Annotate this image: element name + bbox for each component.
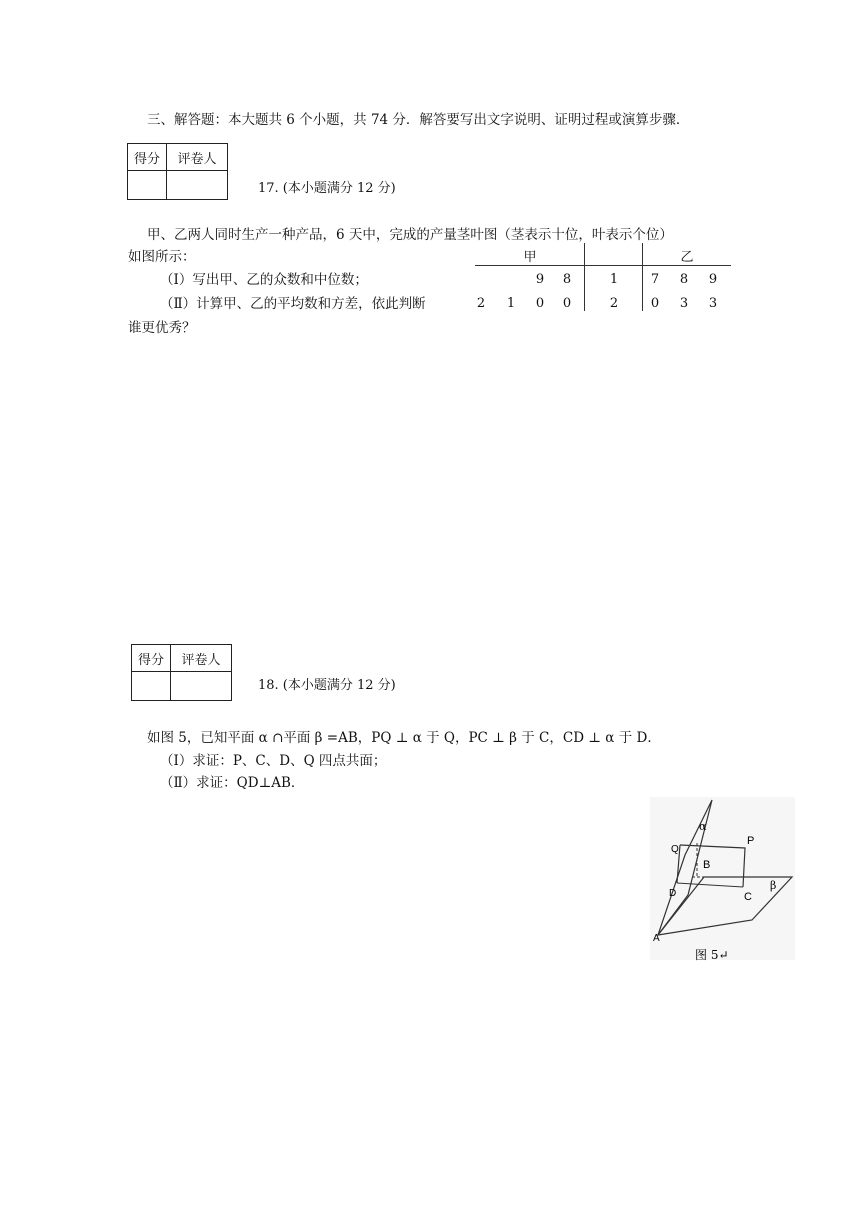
label-alpha: α [699, 820, 707, 833]
leaf-right: 8 [679, 272, 689, 287]
stem-leaf-right-header: 乙 [680, 250, 694, 265]
score-cell[interactable] [132, 672, 171, 701]
label-p: P [747, 835, 755, 847]
label-d: D [669, 888, 677, 899]
leaf-right: 9 [708, 272, 718, 287]
label-c: C [744, 891, 752, 903]
stem-leaf-divider-left [584, 265, 585, 311]
leaf-right: 7 [650, 272, 660, 287]
q17-part1: （Ⅰ）写出甲、乙的众数和中位数； [160, 272, 368, 288]
q17-part2-cont: 谁更优秀？ [128, 320, 196, 336]
score-header: 得分 [132, 645, 171, 672]
leaf-left: 0 [535, 296, 545, 311]
stem-leaf-divider-left-header [584, 243, 585, 265]
label-a: A [653, 933, 660, 944]
score-table [131, 644, 232, 701]
leaf-left: 8 [562, 272, 572, 287]
grader-cell[interactable] [171, 672, 232, 701]
label-beta: β [770, 879, 777, 892]
leaf-right: 3 [679, 296, 689, 311]
score-cell[interactable] [128, 171, 167, 200]
section-heading: 三、解答题：本大题共 6 个小题，共 74 分．解答要写出文字说明、证明过程或演算步骤． [147, 112, 690, 128]
q18-part1: （Ⅰ）求证：P、C、D、Q 四点共面； [160, 753, 387, 769]
figure-5-planes [640, 795, 800, 970]
stem-value: 2 [609, 296, 619, 311]
score-table [127, 143, 228, 200]
q17-line2: 如图所示： [128, 249, 196, 265]
grader-cell[interactable] [167, 171, 228, 200]
grader-header: 评卷人 [167, 144, 228, 171]
stem-leaf-top-rule [475, 265, 731, 266]
leaf-right: 3 [708, 296, 718, 311]
q17-title: 17. (本小题满分 12 分) [258, 181, 396, 196]
score-header: 得分 [128, 144, 167, 171]
stem-leaf-divider-right-header [642, 243, 643, 265]
q18-title: 18. (本小题满分 12 分) [258, 678, 396, 693]
figure-caption: 图 5↵ [695, 948, 729, 962]
stem-value: 1 [609, 272, 619, 287]
q18-intro: 如图 5，已知平面 α ∩平面 β =AB，PQ ⊥ α 于 Q，PC ⊥ β 于 C，CD ⊥ α 于 D． [147, 730, 661, 746]
stem-leaf-left-header: 甲 [523, 250, 537, 265]
q17-line1: 甲、乙两人同时生产一种产品，6 天中，完成的产量茎叶图（茎表示十位，叶表示个位） [147, 227, 673, 243]
leaf-left: 9 [535, 272, 545, 287]
leaf-left: 1 [506, 296, 516, 311]
leaf-left: 2 [476, 296, 486, 311]
stem-leaf-divider-right [642, 265, 643, 311]
leaf-right: 0 [650, 296, 660, 311]
q18-part2: （Ⅱ）求证：QD⊥AB． [160, 775, 305, 791]
q17-part2: （Ⅱ）计算甲、乙的平均数和方差，依此判断 [160, 296, 426, 312]
grader-header: 评卷人 [171, 645, 232, 672]
label-b: B [703, 859, 711, 871]
leaf-left: 0 [562, 296, 572, 311]
label-q: Q [671, 844, 679, 855]
